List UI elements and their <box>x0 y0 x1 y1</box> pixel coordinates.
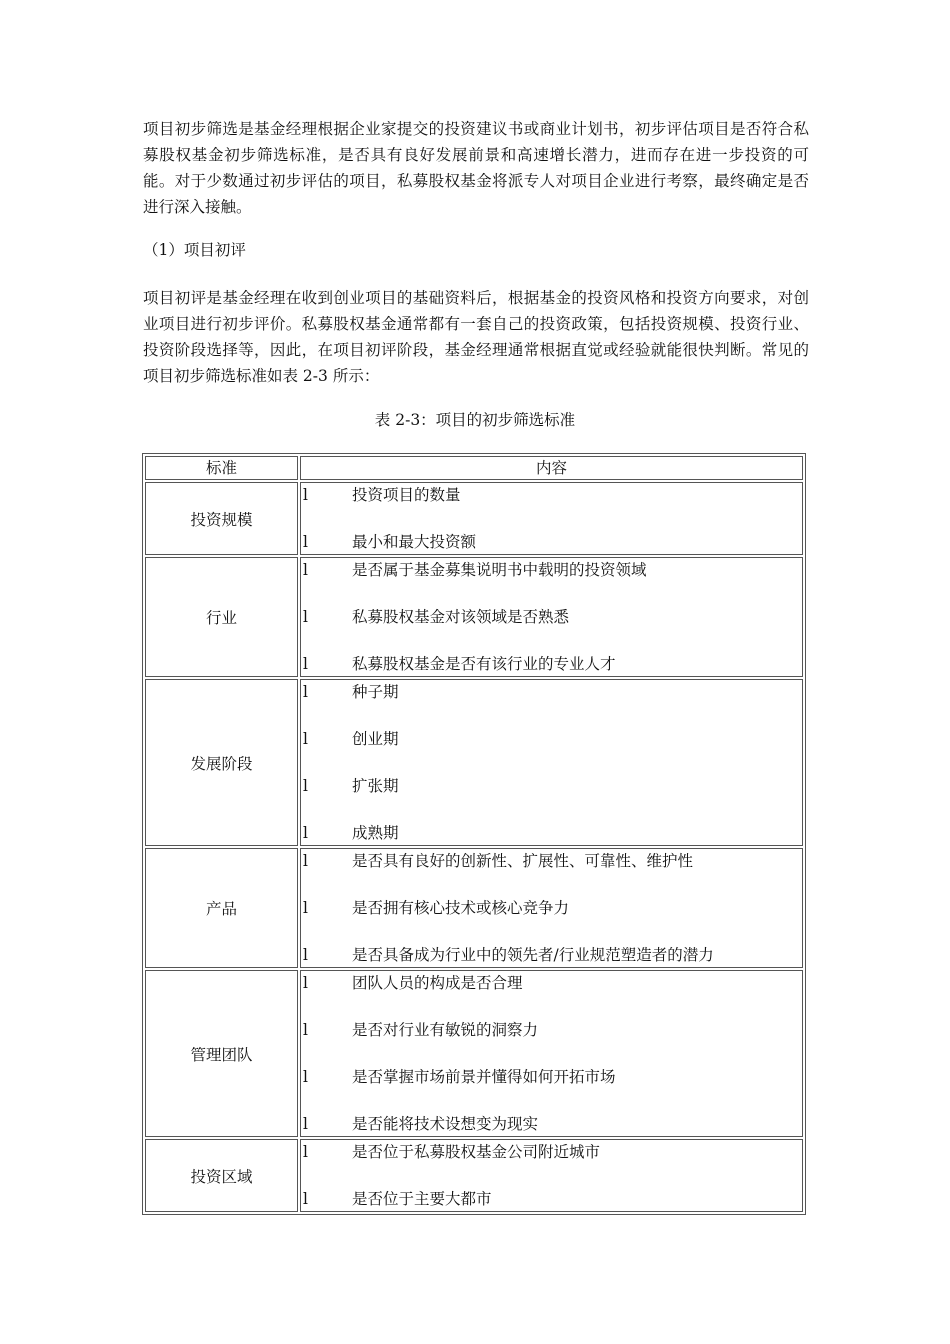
bullet-marker: l <box>303 561 308 579</box>
list-item <box>301 530 802 554</box>
list-item <box>301 821 802 845</box>
list-item-text: 是否位于私募股权基金公司附近城市 <box>352 1143 601 1161</box>
list-item-text: 是否能将技术设想变为现实 <box>352 1115 539 1133</box>
list-item <box>301 849 802 896</box>
list-item-text: 是否位于主要大都市 <box>352 1190 492 1208</box>
bullet-marker: l <box>303 486 308 504</box>
bullet-marker: l <box>303 777 308 795</box>
list-item-text: 扩张期 <box>352 777 399 795</box>
criteria-cell: 投资规模 <box>145 482 298 555</box>
criteria-cell: 发展阶段 <box>145 679 298 846</box>
criteria-cell: 产品 <box>145 848 298 968</box>
table-header-row <box>145 456 803 480</box>
bullet-marker: l <box>303 974 308 992</box>
criteria-cell: 行业 <box>145 557 298 677</box>
list-item <box>301 558 802 605</box>
table-row <box>145 482 803 555</box>
content-cell <box>300 1139 803 1212</box>
list-item-text: 是否具有良好的创新性、扩展性、可靠性、维护性 <box>352 852 694 870</box>
list-item-text: 是否拥有核心技术或核心竞争力 <box>352 899 570 917</box>
evaluation-paragraph: 项目初评是基金经理在收到创业项目的基础资料后，根据基金的投资风格和投资方向要求，对创业项目进行初步评价。私募股权基金通常都有一套自己的投资政策，包括投资规模、投资行业、投资阶段选择等，因此，在项目初评阶段，基金经理通常根据直觉或经验就能很快判断。常见的项目初步筛选标准如表 2-3 所示： <box>143 289 809 385</box>
list-item <box>301 483 802 530</box>
bullet-marker: l <box>303 1190 308 1208</box>
table-body <box>145 482 803 1212</box>
content-cell <box>300 970 803 1137</box>
section-subheading: （1）项目初评 <box>143 241 246 259</box>
list-item <box>301 680 802 727</box>
list-item <box>301 971 802 1018</box>
list-item <box>301 1065 802 1112</box>
table-row <box>145 557 803 677</box>
bullet-marker: l <box>303 655 308 673</box>
list-item <box>301 774 802 821</box>
content-cell <box>300 557 803 677</box>
list-item <box>301 605 802 652</box>
bullet-marker: l <box>303 1021 308 1039</box>
bullet-marker: l <box>303 852 308 870</box>
list-item-text: 种子期 <box>352 683 399 701</box>
list-item-text: 最小和最大投资额 <box>352 533 477 551</box>
list-item <box>301 652 802 676</box>
list-item-text: 成熟期 <box>352 824 399 842</box>
list-item-text: 投资项目的数量 <box>352 486 461 504</box>
header-content: 内容 <box>300 456 803 480</box>
list-item-text: 私募股权基金对该领域是否熟悉 <box>352 608 570 626</box>
list-item-text: 创业期 <box>352 730 399 748</box>
list-item <box>301 1140 802 1187</box>
content-cell <box>300 848 803 968</box>
bullet-marker: l <box>303 1143 308 1161</box>
list-item-text: 团队人员的构成是否合理 <box>352 974 523 992</box>
bullet-marker: l <box>303 824 308 842</box>
bullet-marker: l <box>303 1115 308 1133</box>
bullet-marker: l <box>303 608 308 626</box>
intro-paragraph: 项目初步筛选是基金经理根据企业家提交的投资建议书或商业计划书，初步评估项目是否符合私募股权基金初步筛选标准，是否具有良好发展前景和高速增长潜力，进而存在进一步投资的可能。对于少数通过初步评估的项目，私募股权基金将派专人对项目企业进行考察，最终确定是否进行深入接触。 <box>143 120 809 216</box>
list-item-text: 是否掌握市场前景并懂得如何开拓市场 <box>352 1068 616 1086</box>
bullet-marker: l <box>303 730 308 748</box>
content-cell <box>300 482 803 555</box>
table-row <box>145 848 803 968</box>
bullet-marker: l <box>303 946 308 964</box>
bullet-marker: l <box>303 533 308 551</box>
bullet-marker: l <box>303 683 308 701</box>
list-item <box>301 1112 802 1136</box>
table-row <box>145 970 803 1137</box>
list-item-text: 是否属于基金募集说明书中载明的投资领域 <box>352 561 647 579</box>
criteria-cell: 管理团队 <box>145 970 298 1137</box>
list-item <box>301 896 802 943</box>
list-item-text: 私募股权基金是否有该行业的专业人才 <box>352 655 616 673</box>
list-item <box>301 727 802 774</box>
header-criteria: 标准 <box>145 456 298 480</box>
table-row <box>145 1139 803 1212</box>
criteria-cell: 投资区域 <box>145 1139 298 1212</box>
table-row <box>145 679 803 846</box>
list-item <box>301 943 802 967</box>
table-caption: 表 2-3：项目的初步筛选标准 <box>374 411 576 429</box>
list-item <box>301 1018 802 1065</box>
list-item-text: 是否对行业有敏锐的洞察力 <box>352 1021 539 1039</box>
screening-criteria-table <box>142 453 806 1215</box>
bullet-marker: l <box>303 1068 308 1086</box>
bullet-marker: l <box>303 899 308 917</box>
content-cell <box>300 679 803 846</box>
list-item <box>301 1187 802 1211</box>
list-item-text: 是否具备成为行业中的领先者/行业规范塑造者的潜力 <box>352 946 714 964</box>
